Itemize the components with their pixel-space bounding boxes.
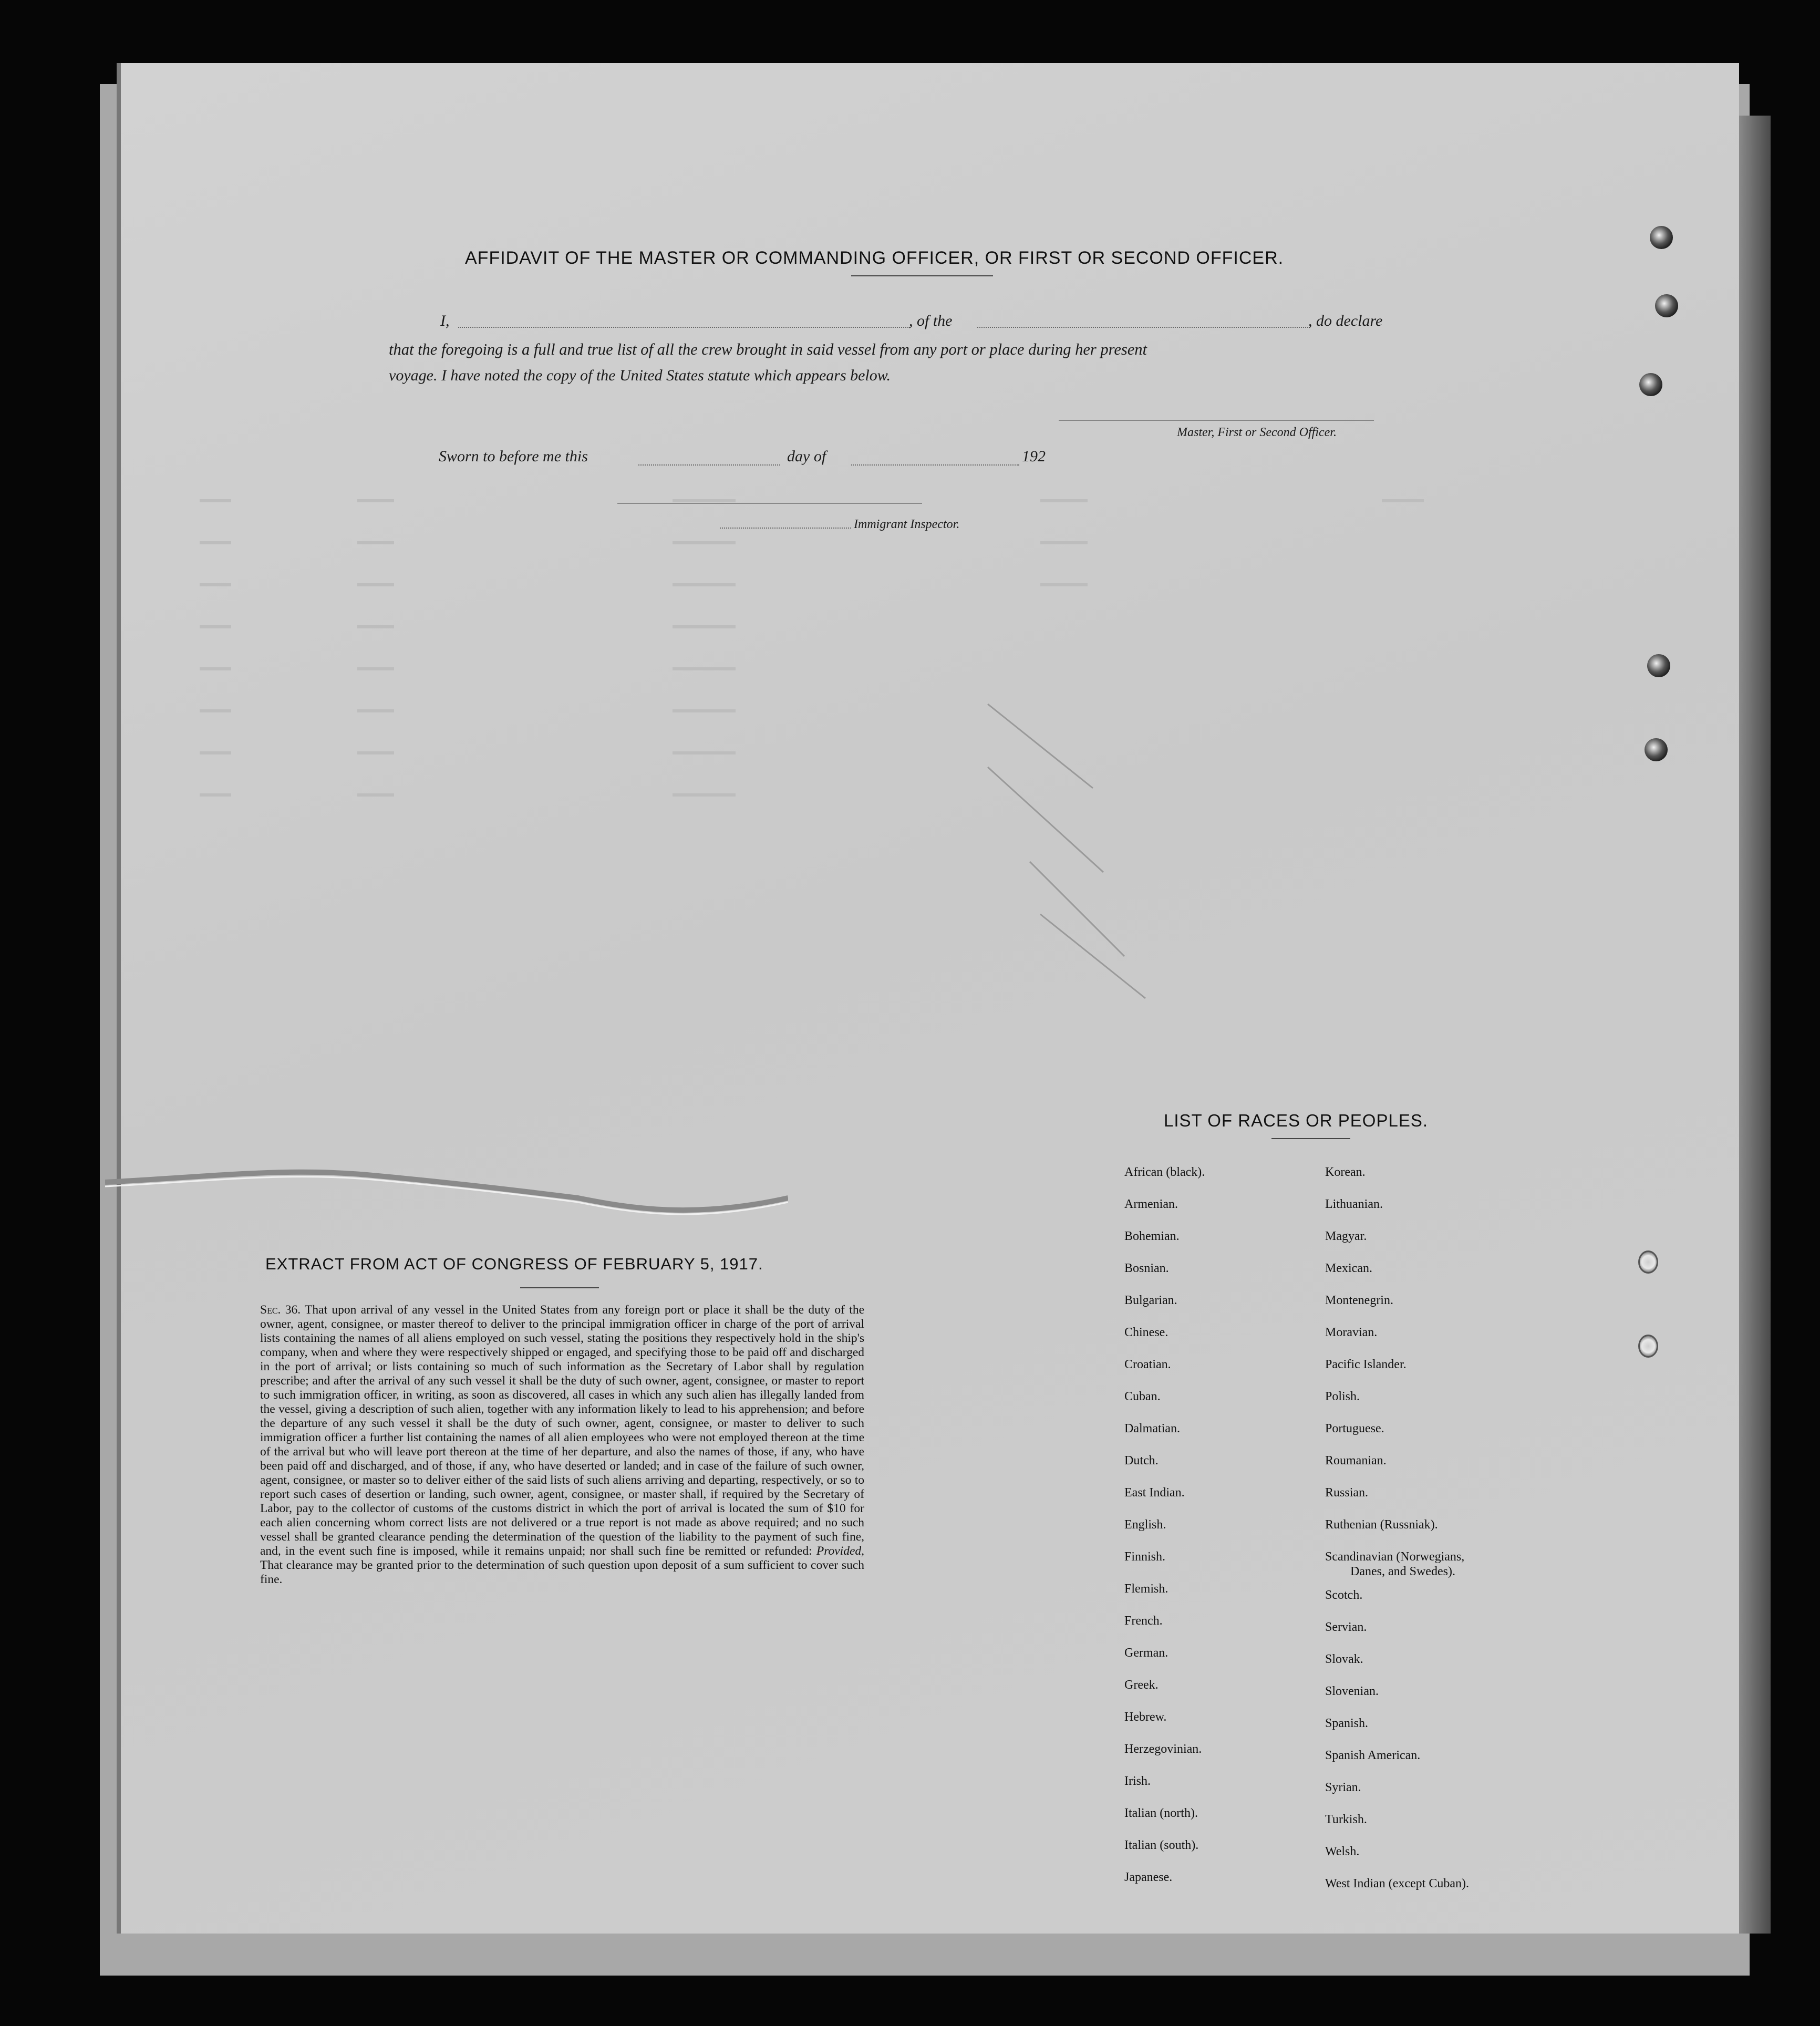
sworn-label: Sworn to before me this — [439, 448, 588, 465]
extract-title: EXTRACT FROM ACT OF CONGRESS OF FEBRUARY 5, 1917. — [265, 1255, 763, 1273]
inspector-signature-label: Immigrant Inspector. — [854, 518, 960, 531]
race-item: Greek. — [1124, 1678, 1159, 1692]
title-underline — [851, 275, 993, 276]
punch-hole — [1639, 373, 1662, 396]
race-item: Flemish. — [1124, 1582, 1168, 1596]
race-item: Slovak. — [1325, 1652, 1363, 1666]
race-item: Moravian. — [1325, 1326, 1378, 1339]
race-item: Scandinavian (Norwegians, — [1325, 1550, 1465, 1564]
race-item: Syrian. — [1325, 1781, 1361, 1794]
race-item: Bosnian. — [1124, 1262, 1169, 1275]
race-item: Hebrew. — [1124, 1710, 1167, 1724]
statute-body-1: That upon arrival of any vessel in the United States from any foreign port or place it shall be the duty of the owner, agent, consignee, or master thereof to deliver to the principal immigration officer in charge of the port of arrival lists containing the names of all aliens employed on such vessel, stating the positions they respectively hold in the ship's company, when and where they were respectively shipped or engaged, and specifying those to be paid off and discharged in the port of arrival; or lists containing so much of such information as the Secretary of Labor shall by regulation prescribe; and after the arrival of any such vessel it shall be the duty of such owner, agent, consignee, or master to report to such immigration officer, in writing, as soon as discovered, all cases in which any such alien has illegally landed from the vessel, giving a description of such alien, together with any information likely to lead to his apprehension; and before the departure of any such vessel it shall be the duty of such owner, agent, consignee, or master to deliver to such immigration officer a further list containing the names of all alien employees who were not employed thereon at the time of the arrival but who will leave port thereon at the time of her departure, and also the names of those, if any, who have been paid off and discharged, and of those, if any, who have deserted or landed; and in case of the failure of such owner, agent, consignee, or master so to deliver either of the said lists of such aliens arriving and departing, respectively, or so to report such cases of desertion or landing, such owner, agent, consignee, or master shall, if required by the Secretary of Labor, pay to the collector of customs of the customs district in which the port of arrival is located the sum of $10 for each alien concerning whom correct lists are not delivered or a true report is not made as above required; and no such vessel shall be granted clearance pending the determination of the question of the liability to the payment of such fine, and, in the event such fine is imposed, while it remains unpaid; nor shall such fine be remitted or refunded: — [260, 1303, 865, 1558]
day-blank — [638, 464, 780, 466]
affidavit-line-2: that the foregoing is a full and true list of all the crew brought in said vessel from any port or place during her present — [389, 340, 1147, 358]
race-item: Spanish. — [1325, 1717, 1369, 1730]
race-item: German. — [1124, 1646, 1168, 1660]
statute-provided: Provided, — [816, 1544, 865, 1558]
race-item: Dalmatian. — [1124, 1422, 1180, 1435]
race-item: Dutch. — [1124, 1454, 1159, 1467]
master-signature-label: Master, First or Second Officer. — [1177, 426, 1337, 439]
punch-hole — [1647, 654, 1670, 677]
punch-hole — [1655, 294, 1678, 317]
race-item: Armenian. — [1124, 1197, 1178, 1211]
race-item: Polish. — [1325, 1390, 1360, 1403]
race-item: Italian (north). — [1124, 1806, 1198, 1820]
race-item: Ruthenian (Russniak). — [1325, 1518, 1438, 1532]
race-item: Korean. — [1325, 1165, 1366, 1179]
race-item: African (black). — [1124, 1165, 1205, 1179]
race-item: Croatian. — [1124, 1358, 1171, 1371]
races-title: LIST OF RACES OR PEOPLES. — [1164, 1111, 1429, 1130]
race-item: Slovenian. — [1325, 1684, 1379, 1698]
inspector-dot-line — [720, 528, 851, 529]
race-item: Bulgarian. — [1124, 1294, 1177, 1307]
race-item: Italian (south). — [1124, 1838, 1199, 1852]
race-item: Chinese. — [1124, 1326, 1168, 1339]
race-item: Cuban. — [1124, 1390, 1161, 1403]
statute-text — [260, 1303, 864, 1587]
races-underline — [1271, 1138, 1350, 1139]
race-item: West Indian (except Cuban). — [1325, 1877, 1469, 1890]
race-item: Japanese. — [1124, 1870, 1173, 1884]
race-item: Servian. — [1325, 1620, 1367, 1634]
race-item: Welsh. — [1325, 1845, 1360, 1858]
punch-hole — [1645, 738, 1668, 761]
race-item: Irish. — [1124, 1774, 1151, 1788]
race-item: Finnish. — [1124, 1550, 1166, 1564]
extract-underline — [520, 1287, 599, 1288]
race-item: Bohemian. — [1124, 1229, 1180, 1243]
day-of-label: day of — [787, 448, 826, 465]
punch-hole — [1638, 1335, 1658, 1358]
race-item: Magyar. — [1325, 1229, 1367, 1243]
race-item: Turkish. — [1325, 1813, 1367, 1826]
vessel-blank — [977, 327, 1308, 328]
affidavit-i-label: I, — [440, 312, 450, 329]
race-item: French. — [1124, 1614, 1163, 1628]
race-item-continued: Danes, and Swedes). — [1350, 1565, 1455, 1578]
master-signature-line — [1059, 420, 1374, 421]
race-item: Pacific Islander. — [1325, 1358, 1407, 1371]
race-item: Scotch. — [1325, 1588, 1363, 1602]
race-item: Spanish American. — [1325, 1749, 1421, 1762]
affidavit-line-3: voyage. I have noted the copy of the United States statute which appears below. — [389, 367, 891, 384]
punch-hole — [1650, 226, 1673, 249]
race-item: Herzegovinian. — [1124, 1742, 1202, 1756]
affidavit-of-the: , of the — [909, 312, 953, 329]
statute-body-2: That clearance may be granted prior to the determination of such question upon deposit of a sum sufficient to cover such fine. — [260, 1558, 864, 1586]
affidavit-do-declare: , do declare — [1308, 312, 1383, 329]
race-item: Lithuanian. — [1325, 1197, 1383, 1211]
race-item: East Indian. — [1124, 1486, 1185, 1500]
month-blank — [851, 464, 1019, 466]
inspector-signature-line — [617, 503, 922, 504]
race-item: Mexican. — [1325, 1262, 1372, 1275]
race-item: Montenegrin. — [1325, 1294, 1393, 1307]
section-label: Sec. 36. — [260, 1303, 301, 1317]
paper-tear — [105, 1166, 788, 1229]
affidavit-title: AFFIDAVIT OF THE MASTER OR COMMANDING OFFICER, OR FIRST OR SECOND OFFICER. — [465, 248, 1284, 268]
year-label: 192 — [1022, 448, 1046, 465]
race-item: Portuguese. — [1325, 1422, 1384, 1435]
punch-hole — [1638, 1250, 1658, 1274]
name-blank — [458, 327, 910, 328]
race-item: Russian. — [1325, 1486, 1369, 1500]
race-item: English. — [1124, 1518, 1166, 1532]
race-item: Roumanian. — [1325, 1454, 1387, 1467]
